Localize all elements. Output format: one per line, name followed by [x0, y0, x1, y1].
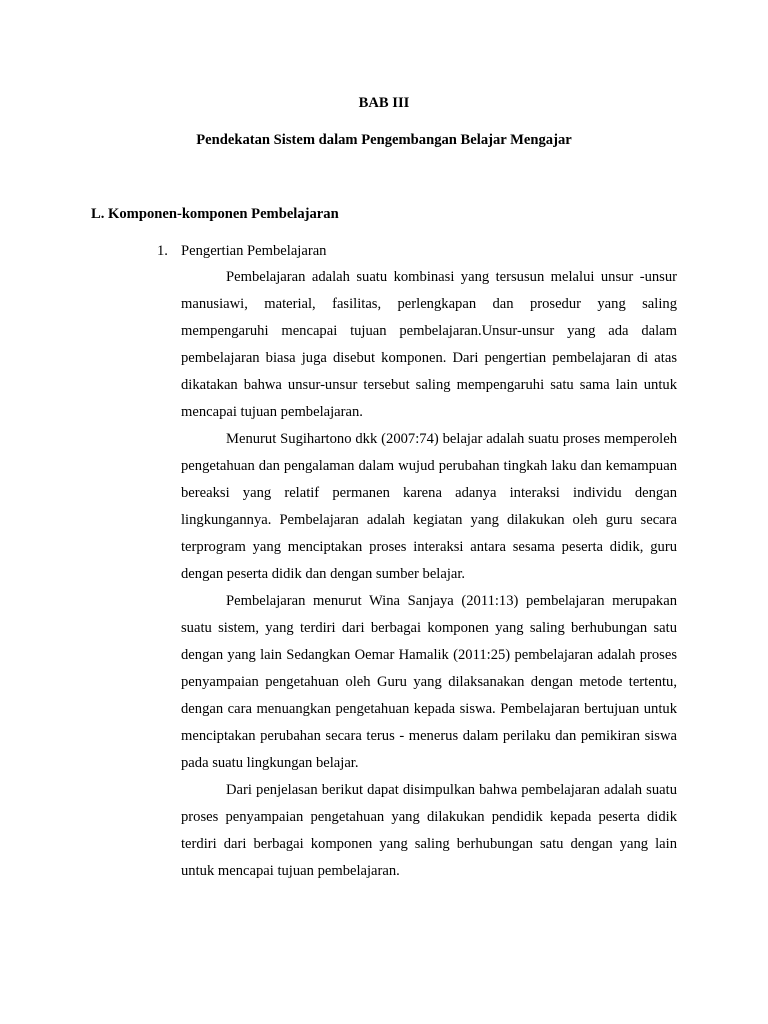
body-text	[181, 264, 677, 885]
list-item-label: Pengertian Pembelajaran	[181, 243, 327, 259]
chapter-title: Pendekatan Sistem dalam Pengembangan Belajar Mengajar	[196, 132, 572, 148]
chapter-heading: BAB III	[358, 95, 410, 111]
paragraph: Menurut Sugihartono dkk (2007:74) belajar adalah suatu proses memperoleh pengetahuan dan pengalaman dalam wujud perubahan tingkah laku dan kemampuan bereaksi yang relatif permanen karena adanya interaksi individu dengan lingkungannya. Pembelajaran adalah kegiatan yang dilakukan oleh guru secara terprogram yang menciptakan proses interaksi antara sesama peserta didik, guru dengan peserta didik dan dengan sumber belajar.	[181, 431, 677, 582]
section-heading: L. Komponen-komponen Pembelajaran	[91, 206, 339, 222]
paragraph: Dari penjelasan berikut dapat disimpulkan bahwa pembelajaran adalah suatu proses penyampaian pengetahuan yang dilakukan pendidik kepada peserta didik terdiri dari berbagai komponen yang saling berhubungan satu dengan yang lain untuk mencapai tujuan pembelajaran.	[181, 782, 677, 879]
list-item-number: 1.	[157, 243, 168, 259]
paragraph: Pembelajaran adalah suatu kombinasi yang tersusun melalui unsur -unsur manusiawi, material, fasilitas, perlengkapan dan prosedur yang saling mempengaruhi mencapai tujuan pembelajaran.Unsur-unsur yang ada dalam pembelajaran biasa juga disebut komponen. Dari pengertian pembelajaran di atas dikatakan bahwa unsur-unsur tersebut saling mempengaruhi satu sama lain untuk mencapai tujuan pembelajaran.	[181, 269, 677, 420]
paragraph: Pembelajaran menurut Wina Sanjaya (2011:13) pembelajaran merupakan suatu sistem, yang terdiri dari berbagai komponen yang saling berhubungan satu dengan yang lain Sedangkan Oemar Hamalik (2011:25) pembelajaran adalah proses penyampaian pengetahuan oleh Guru yang dilaksanakan dengan metode tertentu, dengan cara menuangkan pengetahuan kepada siswa. Pembelajaran bertujuan untuk menciptakan perubahan secara terus - menerus dalam perilaku dan pemikiran siswa pada suatu lingkungan belajar.	[181, 593, 677, 771]
list-item	[157, 241, 326, 261]
